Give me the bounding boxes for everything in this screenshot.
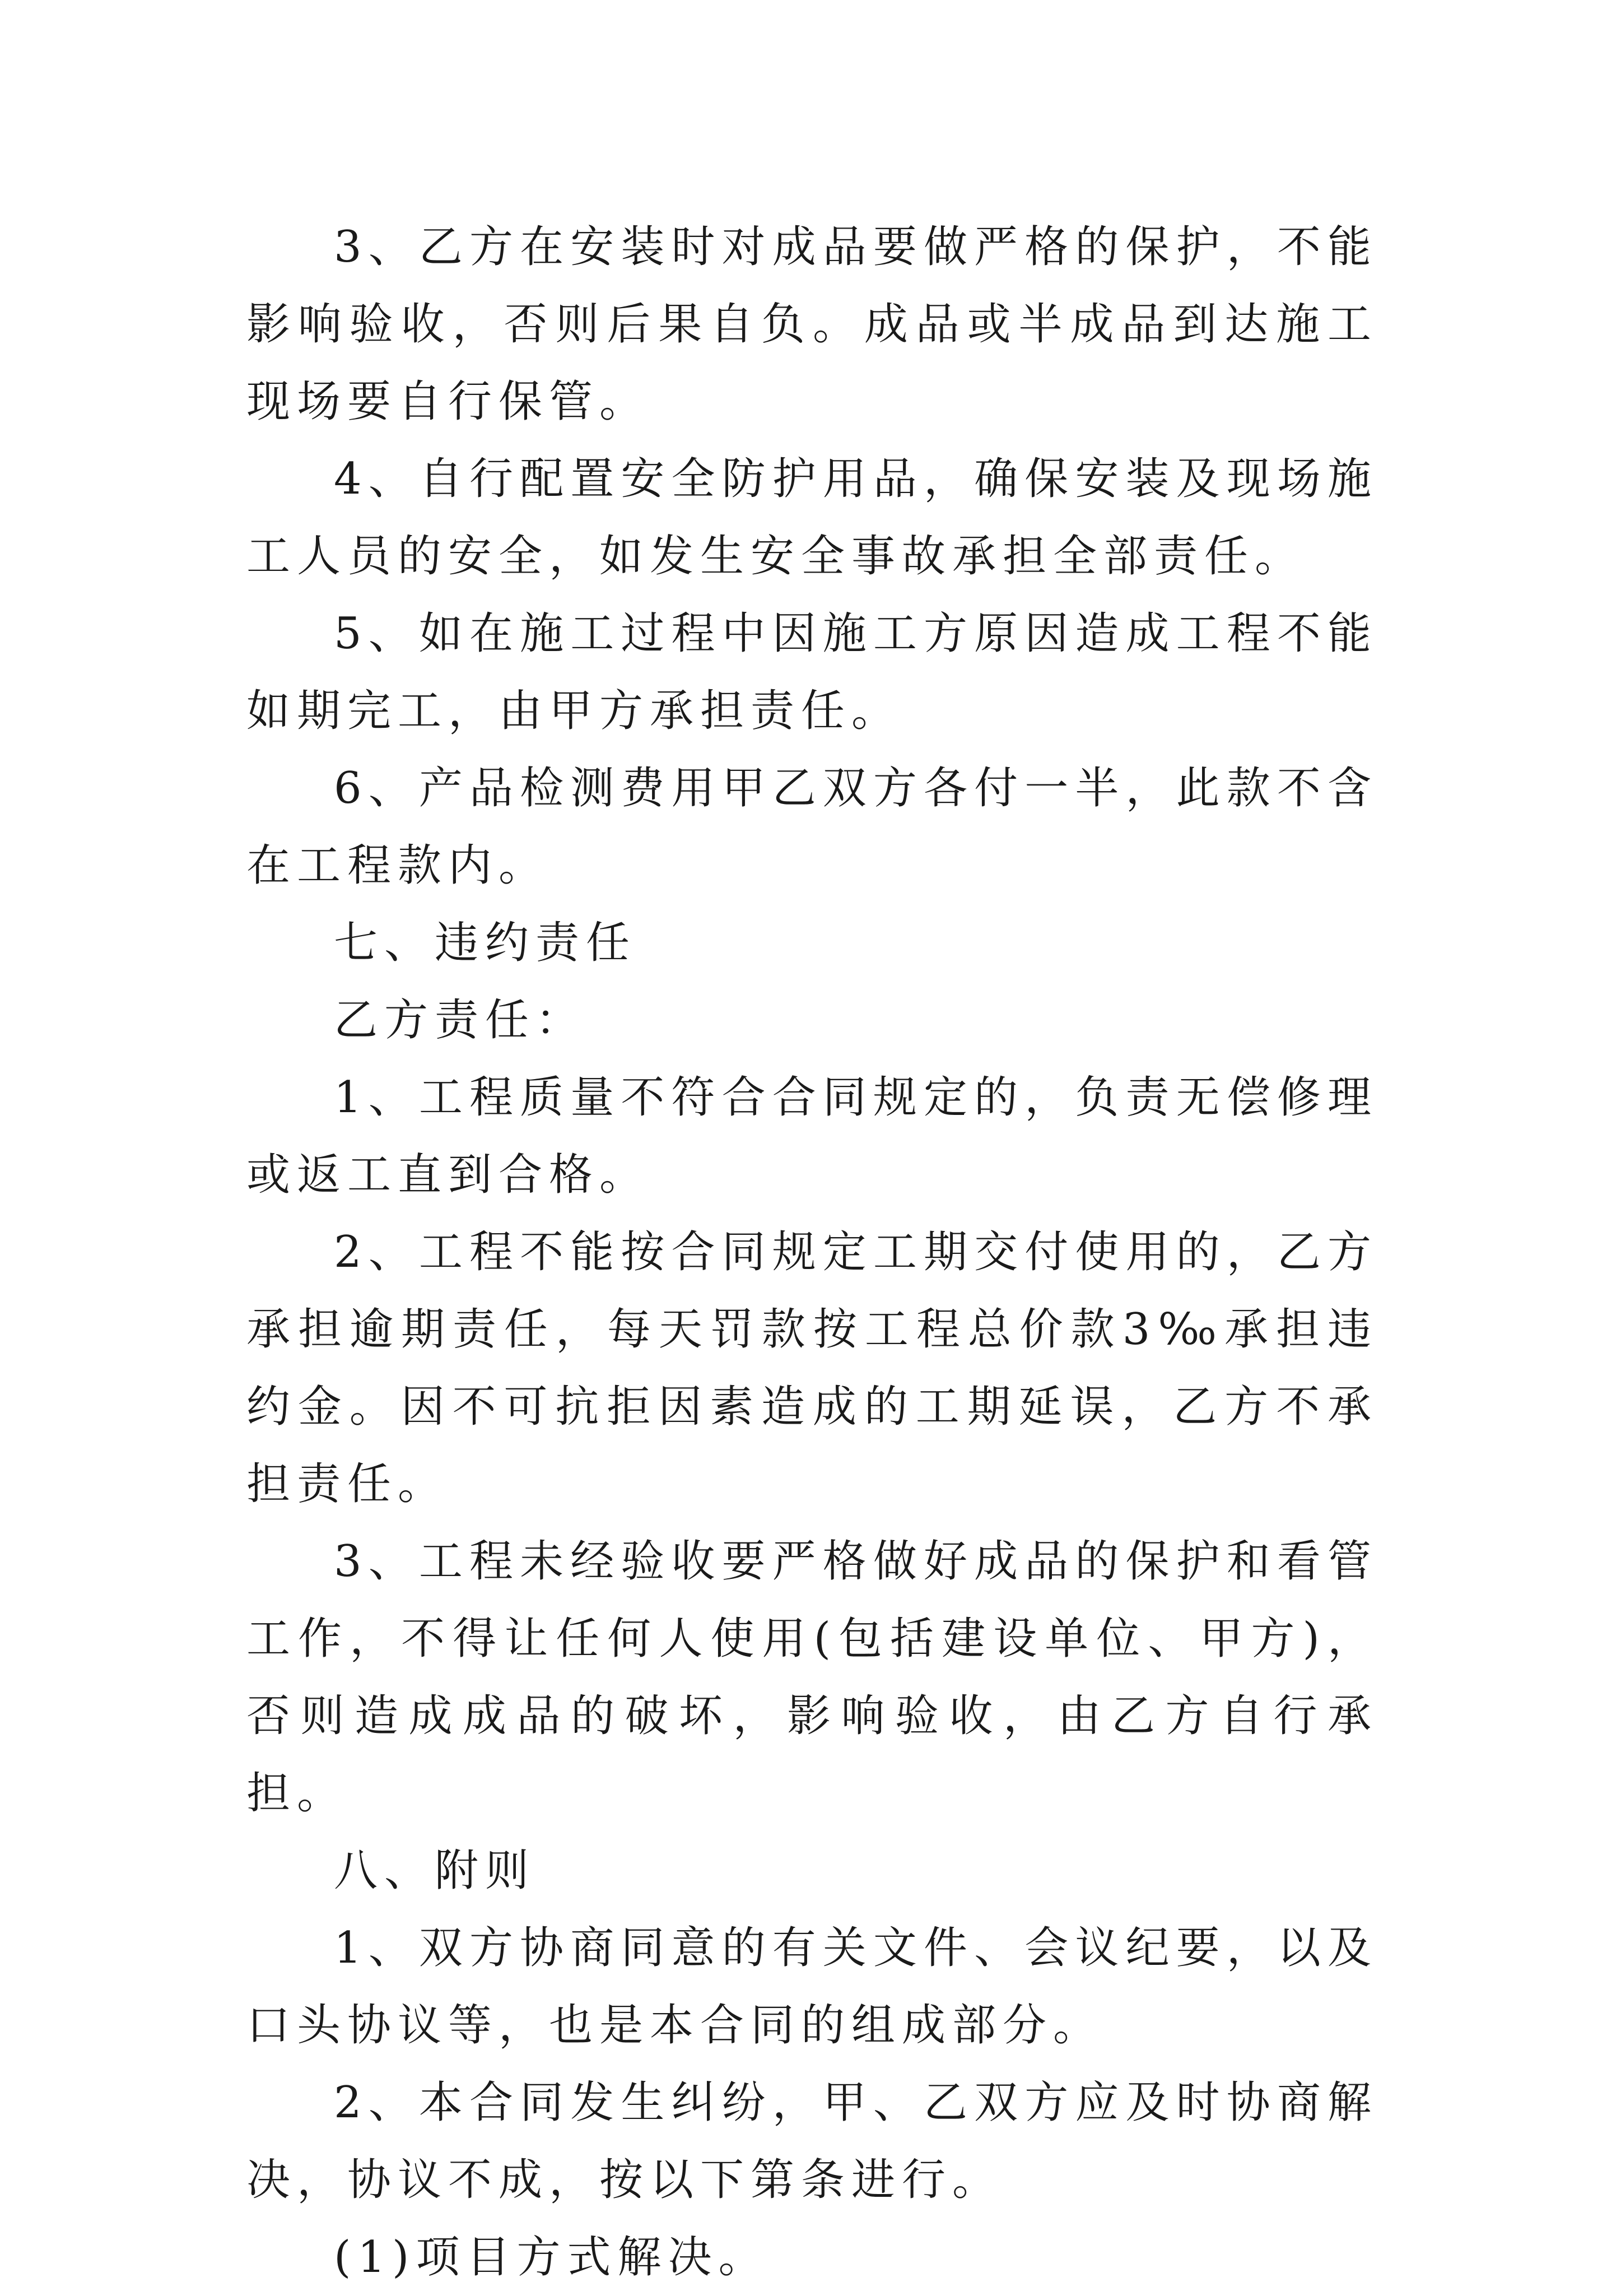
section-heading-supplementary: 八、附则 (334, 1846, 536, 1896)
clause-4-safety: 4、自行配置安全防护用品，确保安装及现场施工人员的安全，如发生安全事故承担全部责任。 (246, 454, 1378, 582)
section-heading-breach: 七、违约责任 (334, 918, 637, 968)
supplementary-option-1: (1)项目方式解决。 (334, 2232, 769, 2283)
clause-6-testing-fee: 6、产品检测费用甲乙双方各付一半，此款不含在工程款内。 (246, 763, 1378, 891)
liability-1-quality: 1、工程质量不符合合同规定的，负责无偿修理或返工直到合格。 (246, 1072, 1378, 1200)
party-b-liability-heading: 乙方责任： (334, 995, 586, 1045)
supplementary-1-documents: 1、双方协商同意的有关文件、会议纪要，以及口头协议等，也是本合同的组成部分。 (246, 1923, 1378, 2051)
clause-3-protection: 3、乙方在安装时对成品要做严格的保护，不能影响验收，否则后果自负。成品或半成品到达施工现场要自行保管。 (246, 222, 1378, 427)
clause-5-delay: 5、如在施工过程中因施工方原因造成工程不能如期完工，由甲方承担责任。 (246, 608, 1378, 736)
liability-3-acceptance: 3、工程未经验收要严格做好成品的保护和看管工作，不得让任何人使用(包括建设单位、甲方)，否则造成成品的破坏，影响验收，由乙方自行承担。 (246, 1536, 1378, 1819)
supplementary-2-disputes: 2、本合同发生纠纷，甲、乙双方应及时协商解决，协议不成，按以下第条进行。 (246, 2077, 1378, 2205)
liability-2-schedule: 2、工程不能按合同规定工期交付使用的，乙方承担逾期责任，每天罚款按工程总价款3‰承担违约金。因不可抗拒因素造成的工期延误，乙方不承担责任。 (246, 1227, 1378, 1509)
document-body (246, 208, 1378, 2296)
